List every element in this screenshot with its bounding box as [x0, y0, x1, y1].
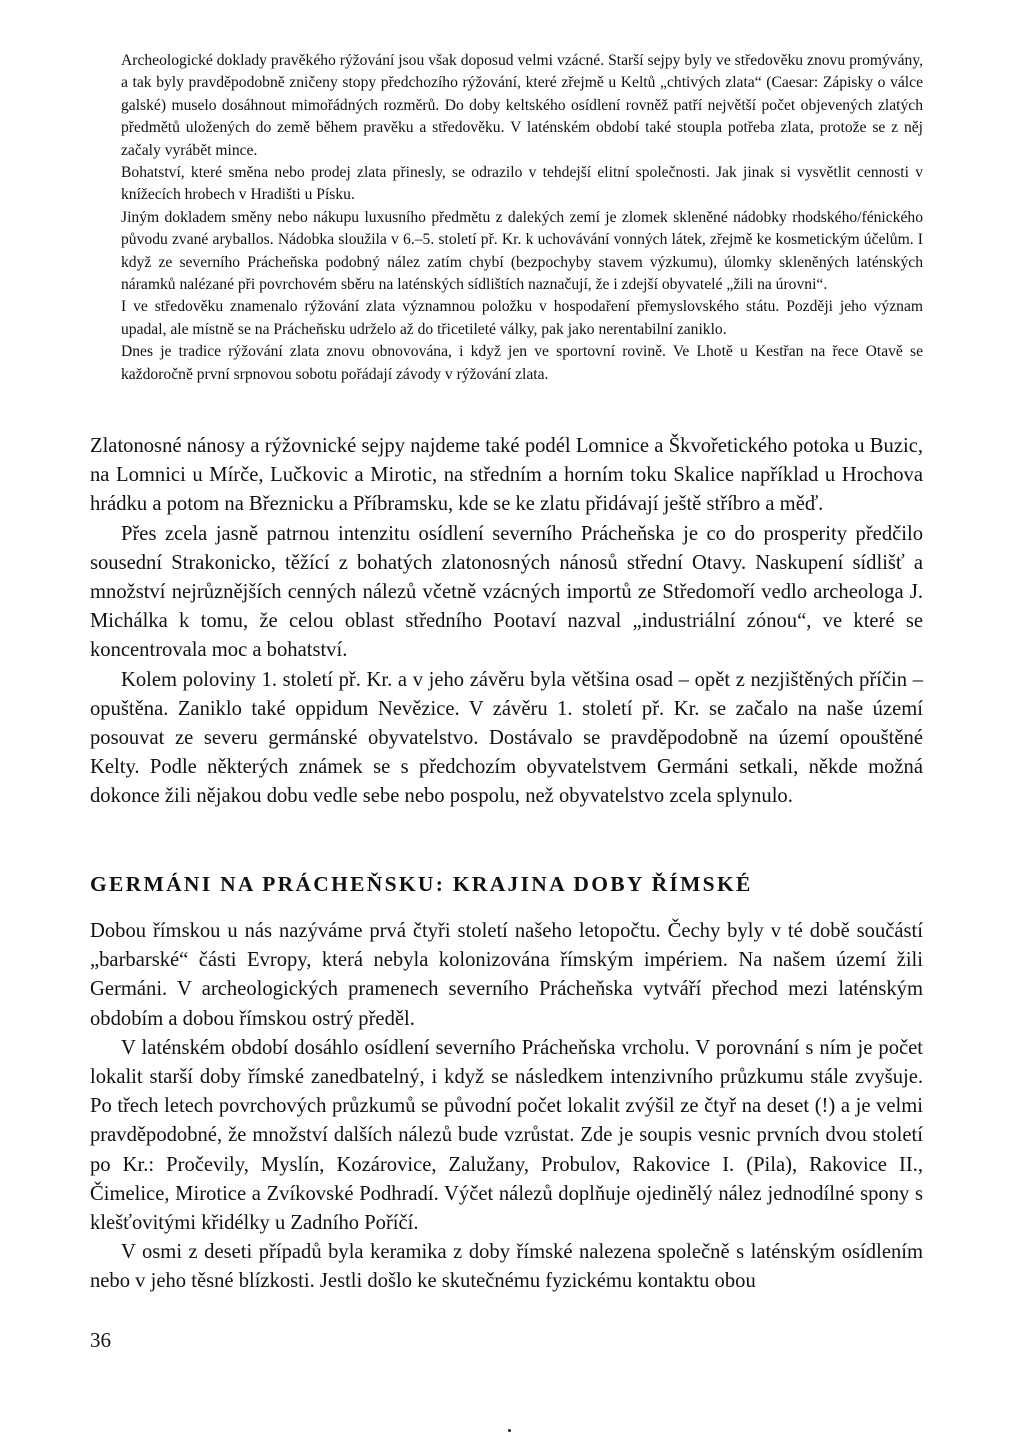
paragraph: Archeologické doklady pravěkého rýžování jsou však doposud velmi vzácné. Starší sejpy byly ve středověku znovu promývány, a tak byly pravděpodobně zničeny stopy předchozího rýžování, které zřejmě u Keltů „chtivých zlata“ (Caesar: Zápisky o válce galské) muselo dosáhnout mimořádných rozměrů. Do doby keltského osídlení rovněž patří největší počet objevených zlatých předmětů uložených do země během pravěku a středověku. V laténském období také stoupla potřeba zlata, protože se z něj začaly vyrábět mince.	[121, 52, 923, 159]
paragraph: Dnes je tradice rýžování zlata znovu obnovována, i když jen ve sportovní rovině. Ve Lhotě u Kestřan na řece Otavě se každoročně první srpnovou sobotu pořádají závody v rýžování zlata.	[121, 343, 923, 383]
paragraph: Zlatonosné nánosy a rýžovnické sejpy najdeme také podél Lomnice a Škvořetického potoka u Buzic, na Lomnici u Mírče, Lučkovic a Mirotic, na středním a horním toku Skalice například u Hrochova hrádku a potom na Březnicku a Příbramsku, kde se ke zlatu přidávají ještě stříbro a měď.	[90, 435, 923, 516]
main-text-block	[90, 432, 923, 812]
paragraph: V osmi z deseti případů byla keramika z doby římské nalezena společně s laténským osídlením nebo v jeho těsné blízkosti. Jestli došlo ke skutečnému fyzickému kontaktu obou	[90, 1241, 923, 1293]
paragraph: Přes zcela jasně patrnou intenzitu osídlení severního Prácheňska je co do prosperity předčilo sousední Strakonicko, těžící z bohatých zlatonosných nánosů střední Otavy. Naskupení sídlišť a množství nejrůznějších cenných nálezů včetně vzácných importů ze Středomoří vedlo archeologa J. Michálka k tomu, že celou oblast středního Pootaví nazval „industriální zónou“, ve které se koncentrovala moc a bohatství.	[90, 522, 923, 662]
page-number: 36	[90, 1328, 111, 1352]
paragraph: Jiným dokladem směny nebo nákupu luxusního předmětu z dalekých zemí je zlomek skleněné nádobky rhodského/fénického původu zvané aryballos. Nádobka sloužila v 6.–5. století př. Kr. k uchovávání vonných látek, zřejmě ke kosmetickým účelům. I když ze severního Prácheňska podobný nález zatím chybí (bezpochyby stavem výzkumu), úlomky skleněných laténských náramků nalézané při povrchovém sběru na laténských sídlištích naznačují, že i zdejší obyvatelé „žili na úrovni“.	[121, 208, 923, 294]
intro-text-block	[121, 50, 923, 386]
section-text-block	[90, 917, 923, 1297]
paragraph: I ve středověku znamenalo rýžování zlata významnou položku v hospodaření přemyslovského státu. Později jeho význam upadal, ale místně se na Prácheňsku udrželo až do třicetileté války, pak jako nerentabilní zaniklo.	[121, 298, 923, 338]
scan-speck	[508, 1429, 511, 1432]
paragraph: V laténském období dosáhlo osídlení severního Prácheňska vrcholu. V porovnání s ním je počet lokalit starší doby římské zanedbatelný, i když se následkem intenzivního průzkumu stále zvyšuje. Po třech letech povrchových průzkumů se původní počet lokalit zvýšil ze čtyř na deset (!) a je velmi pravděpodobné, že množství dalších nálezů bude vzrůstat. Zde je soupis vesnic prvních dvou století po Kr.: Pročevily, Myslín, Kozárovice, Zalužany, Probulov, Rakovice I. (Pila), Rakovice II., Čimelice, Mirotice a Zvíkovské Podhradí. Výčet nálezů doplňuje ojedinělý nález jednodílné spony s klešťovitými křidélky u Zadního Poříčí.	[90, 1036, 923, 1235]
paragraph: Bohatství, které směna nebo prodej zlata přinesly, se odrazilo v tehdejší elitní společnosti. Jak jinak si vysvětlit cennosti v knížecích hrobech v Hradišti u Písku.	[121, 164, 923, 204]
paragraph: Dobou římskou u nás nazýváme prvá čtyři století našeho letopočtu. Čechy byly v té době součástí „barbarské“ části Evropy, která nebyla kolonizována římským impériem. Na našem území žili Germáni. V archeologických pramenech severního Prácheňska vytváří přechod mezi laténským obdobím a dobou římskou ostrý předěl.	[90, 920, 923, 1030]
paragraph: Kolem poloviny 1. století př. Kr. a v jeho závěru byla většina osad – opět z nezjištěných příčin – opuštěna. Zaniklo také oppidum Nevězice. V závěru 1. století př. Kr. se začalo na naše území posouvat ze severu germánské obyvatelstvo. Dostávalo se pravděpodobně na území opouštěné Kelty. Podle některých známek se s předchozím obyvatelstvem Germáni setkali, někde možná dokonce žili nějakou dobu vedle sebe nebo pospolu, než obyvatelstvo zcela splynulo.	[90, 668, 923, 808]
section-heading: GERMÁNI NA PRÁCHEŇSKU: KRAJINA DOBY ŘÍMSKÉ	[90, 872, 753, 896]
